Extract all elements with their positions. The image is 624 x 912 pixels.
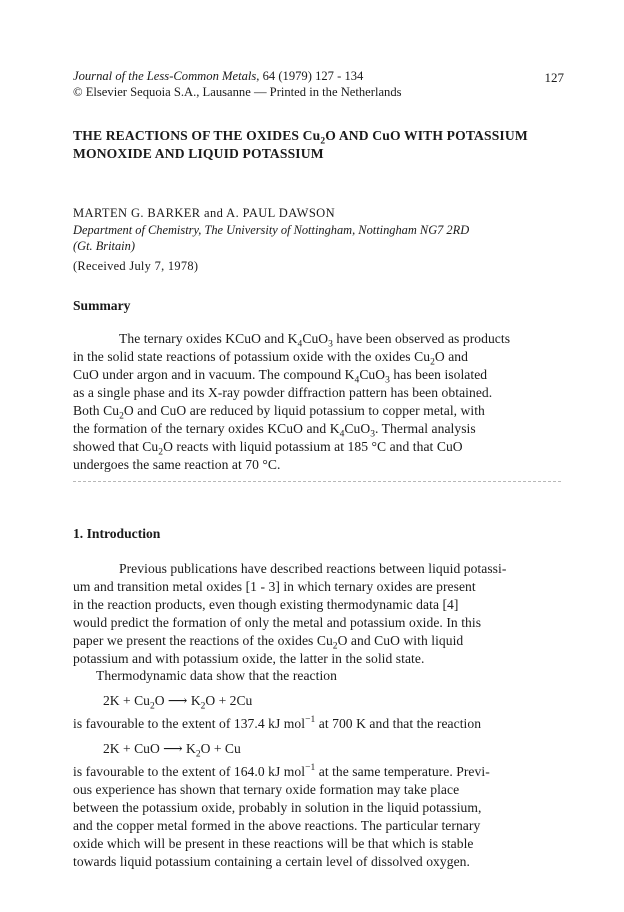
paper-title-line-1: THE REACTIONS OF THE OXIDES $Cu_2O$ AND CuO WITH POTASSIUM <box>73 128 528 147</box>
intro-line: is favourable to the extent of 164.0 kJ mol$^{-1}$ at the same temperature. Previ- <box>73 762 490 779</box>
equation-1: $2K + Cu_2O$ ⟶ $K_2O + 2Cu$ <box>103 693 253 712</box>
intro-line: potassium and with potassium oxide, the latter in the solid state. <box>73 651 425 666</box>
intro-line: would predict the formation of only the metal and potassium oxide. In this <box>73 615 482 630</box>
authors: MARTEN G. BARKER and A. PAUL DAWSON <box>73 206 336 220</box>
intro-line: is favourable to the extent of 137.4 kJ mol$^{-1}$ at 700 K and that the reaction <box>73 714 482 731</box>
journal-volume: 64 (1979) 127 - 134 <box>259 69 364 83</box>
intro-line: ous experience has shown that ternary oxide formation may take place <box>73 782 460 797</box>
summary-line: undergoes the same reaction at 70 °C. <box>73 457 281 472</box>
summary-heading: Summary <box>73 298 131 313</box>
intro-line: between the potassium oxide, probably in solution in the liquid potassium, <box>73 800 482 815</box>
section-heading-introduction: 1. Introduction <box>73 526 161 541</box>
summary-line: in the solid state reactions of potassium oxide with the oxides $Cu_2O$ and <box>73 349 468 368</box>
intro-line: paper we present the reactions of the oxides $Cu_2O$ and CuO with liquid <box>73 633 464 652</box>
summary-divider <box>73 481 561 482</box>
intro-line: in the reaction products, even though existing thermodynamic data [4] <box>73 597 459 612</box>
affiliation-line-1: Department of Chemistry, The University of Nottingham, Nottingham NG7 2RD <box>73 223 470 237</box>
intro-line: oxide which will be present in these reactions will be that which is stable <box>73 836 474 851</box>
journal-name: Journal of the Less-Common Metals, <box>73 69 260 83</box>
intro-line: Previous publications have described reactions between liquid potassi- <box>119 561 507 576</box>
summary-line: Both $Cu_2O$ and CuO are reduced by liquid potassium to copper metal, with <box>73 403 485 422</box>
intro-line: um and transition metal oxides [1 - 3] in which ternary oxides are present <box>73 579 476 594</box>
summary-line: CuO under argon and in vacuum. The compound $K_4CuO_3$ has been isolated <box>73 367 488 386</box>
page-number: 127 <box>544 70 564 85</box>
summary-line: The ternary oxides KCuO and $K_4CuO_3$ have been observed as products <box>119 331 511 350</box>
publisher-line: © Elsevier Sequoia S.A., Lausanne — Printed in the Netherlands <box>73 85 402 99</box>
intro-line: towards liquid potassium containing a certain level of dissolved oxygen. <box>73 854 470 869</box>
summary-line: the formation of the ternary oxides KCuO and $K_4CuO_3$. Thermal analysis <box>73 421 476 440</box>
intro-line: Thermodynamic data show that the reaction <box>96 668 337 683</box>
summary-line: as a single phase and its X-ray powder diffraction pattern has been obtained. <box>73 385 493 400</box>
received-date: (Received July 7, 1978) <box>73 259 199 273</box>
equation-2: 2K + CuO ⟶ $K_2O + Cu$ <box>103 741 241 760</box>
intro-line: and the copper metal formed in the above reactions. The particular ternary <box>73 818 481 833</box>
affiliation-line-2: (Gt. Britain) <box>73 239 135 253</box>
journal-citation <box>73 69 363 84</box>
summary-line: showed that $Cu_2O$ reacts with liquid potassium at 185 °C and that CuO <box>73 439 463 458</box>
paper-title-line-2: MONOXIDE AND LIQUID POTASSIUM <box>73 146 324 161</box>
